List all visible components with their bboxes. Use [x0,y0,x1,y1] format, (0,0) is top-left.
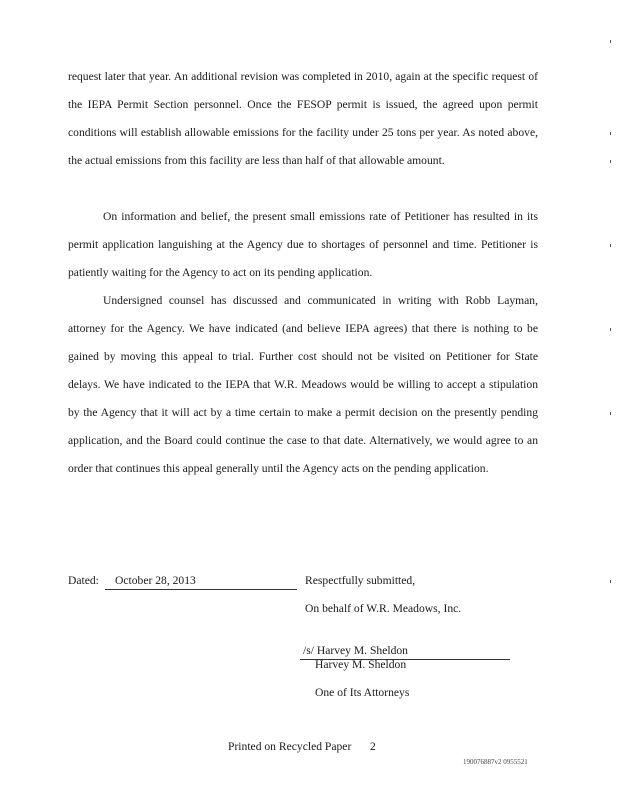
date-value: October 28, 2013 [115,574,196,587]
on-behalf-text: On behalf of W.R. Meadows, Inc. [305,602,462,615]
scan-artifact [610,132,611,135]
closing-text: Respectfully submitted, [305,574,416,587]
paragraph-1: request later that year. An additional revision was completed in 2010, again at the specific request of the IEPA Permit Section personnel. Once the FESOP permit is issued, the agreed upon permit conditions will establish allowable emissions for the facility under 25 tons per year. As noted above, the actual emissions from this facility are less than half of that allowable amount. [68,70,538,167]
scan-artifact [610,40,611,43]
scan-artifact [610,412,611,415]
electronic-signature: /s/ Harvey M. Sheldon [303,644,408,657]
scan-artifact [610,244,611,247]
document-id: 190076887v2 0955521 [463,758,528,766]
scan-artifact [610,328,611,331]
paragraph-2: On information and belief, the present small emissions rate of Petitioner has resulted in its permit application languishing at the Agency due to shortages of personnel and time. Petitioner is patiently waiting for the Agency to act on its pending application. [68,210,538,279]
date-underline [105,589,297,590]
signer-name: Harvey M. Sheldon [315,658,407,671]
page-number: 2 [370,740,376,753]
dated-label: Dated: [68,574,99,587]
paragraph-3: Undersigned counsel has discussed and communicated in writing with Robb Layman, attorney for the Agency. We have indicated (and believe IEPA agrees) that there is nothing to be gained by moving this appeal to trial. Further cost should not be visited on Petitioner for State delays. We have indicated to the IEPA that W.R. Meadows would be willing to accept a stipulation by the Agency that it will act by a time certain to make a permit decision on the presently pending application, and the Board could continue the case to that date. Alternatively, we would agree to an order that continues this appeal generally until the Agency acts on the pending application. [68,294,538,475]
recycled-paper-note: Printed on Recycled Paper [228,740,352,753]
scan-artifact [610,580,611,583]
scan-artifact [610,160,611,163]
signer-role: One of Its Attorneys [315,686,410,699]
